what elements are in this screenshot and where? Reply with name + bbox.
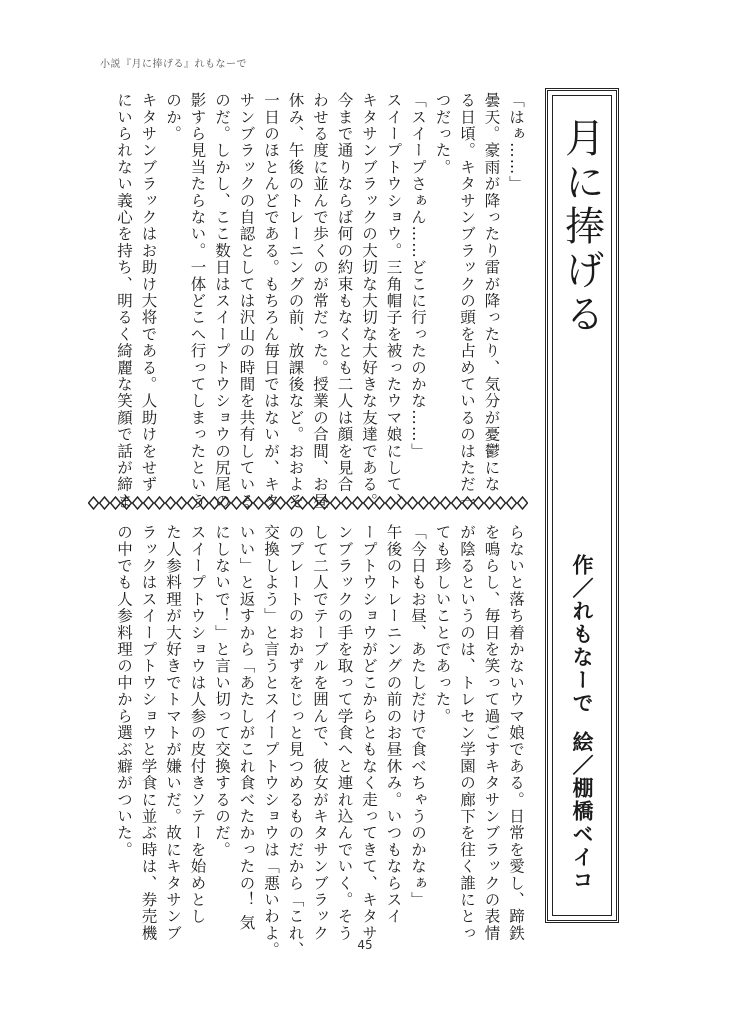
divider-diamond <box>276 497 286 509</box>
divider-diamond <box>353 497 363 509</box>
title-box <box>545 88 619 923</box>
divider-diamond <box>166 497 176 509</box>
body-line: 午後のトレーニングの前のお昼休み。いつもならスイ <box>384 524 403 925</box>
divider-diamond <box>133 497 143 509</box>
body-line: 影すら見当たらない。一体どこへ行ってしまったという <box>188 92 207 510</box>
body-line: キタサンブラックはお助け大将である。人助けをせず <box>139 92 158 493</box>
divider-diamond <box>507 497 517 509</box>
divider-diamond <box>155 497 165 509</box>
body-line: 「今日もお昼、あたしだけで食べちゃうのかなぁ」 <box>409 524 427 909</box>
author-credit: 作／れもなーで <box>570 554 594 715</box>
divider-diamond <box>199 497 209 509</box>
divider-diamond <box>298 497 308 509</box>
divider-diamond <box>122 497 132 509</box>
body-line: 曇天。豪雨が降ったり雷が降ったり、気分が憂鬱にな <box>482 92 501 493</box>
body-line: 一日のほとんどである。もちろん毎日ではないが、キタ <box>262 92 280 510</box>
body-line: ンブラックの手を取って学食へと連れ込んでいく。そう <box>335 524 354 942</box>
divider-diamond <box>452 497 462 509</box>
body-line: キタサンブラックの大切な大切な大好きな友達である。 <box>360 92 378 510</box>
divider-diamond <box>243 497 253 509</box>
running-head: 小説『月に捧げる』れもなーで <box>100 59 247 70</box>
divider-diamond <box>397 497 407 509</box>
divider-diamond <box>232 497 242 509</box>
body-line: ープトウショウがどこからともなく走ってきて、キタサ <box>360 524 378 942</box>
body-line: スイープトウショウは人参の皮付きソテーを始めとし <box>188 524 207 925</box>
body-line: 今まで通りならば何の約束もなくとも二人は顔を見合 <box>335 92 354 493</box>
body-line: 休み、午後のトレーニングの前、放課後など。おおよそ <box>286 92 305 510</box>
divider-diamond <box>474 497 484 509</box>
body-line: 交換しよう」と言うとスイープトウショウは「悪いわよ。 <box>262 524 280 959</box>
divider-diamond <box>287 497 297 509</box>
divider-diamond <box>441 497 451 509</box>
body-line: を鳴らし、毎日を笑って過ごすキタサンブラックの表情 <box>482 524 501 942</box>
body-line: にしないで！」と言い切って交換するのだ。 <box>213 524 231 858</box>
story-title: 月に捧げる <box>558 117 605 337</box>
body-line: スイープトウショウ。三角帽子を被ったウマ娘にして、 <box>384 92 403 510</box>
body-line: が陰るというのは、トレセン学園の廊下を往く誰にとっ <box>458 524 476 942</box>
body-line: のプレートのおかずをじっと見つめるものだから「これ、 <box>286 524 305 959</box>
divider-diamond <box>364 497 374 509</box>
divider-diamond <box>254 497 264 509</box>
divider-diamond <box>375 497 385 509</box>
body-line: の中でも人参料理の中から選ぶ癖がついた。 <box>115 524 133 858</box>
body-column-top <box>108 92 528 510</box>
divider-diamond <box>342 497 352 509</box>
divider-diamond <box>320 497 330 509</box>
body-line: ラックはスイープトウショウと学食に並ぶ時は、券売機 <box>139 524 158 942</box>
body-line: る日頃。キタサンブラックの頭を占めているのはただ一 <box>458 92 476 510</box>
divider-diamond <box>408 497 418 509</box>
divider-diamond <box>221 497 231 509</box>
divider-diamond <box>386 497 396 509</box>
body-line: サンブラックの自認としては沢山の時間を共有している <box>237 92 256 510</box>
body-line: いい」と返すから「あたしがこれ食べたかったの！ 気 <box>237 524 256 931</box>
credit-line <box>567 554 597 892</box>
divider-diamond <box>518 497 528 509</box>
body-line: のだ。しかし、ここ数日はスイープトウショウの尻尾の <box>213 92 231 510</box>
body-line: ても珍しいことであった。 <box>433 524 452 725</box>
body-line: のか。 <box>164 92 182 143</box>
divider-diamond <box>463 497 473 509</box>
divider-diamond <box>188 497 198 509</box>
body-line: らないと落ち着かないウマ娘である。日常を愛し、蹄鉄 <box>507 524 525 942</box>
divider-diamond <box>144 497 154 509</box>
body-line: た人参料理が大好きでトマトが嫌いだ。故にキタサンブ <box>164 524 182 942</box>
divider-diamond <box>89 497 99 509</box>
divider-diamond <box>496 497 506 509</box>
divider-diamond <box>309 497 319 509</box>
body-line: 「スイープさぁん……どこに行ったのかな……」 <box>409 92 427 460</box>
illustrator-credit: 絵／棚橋ベイコ <box>570 731 594 892</box>
divider-diamond <box>485 497 495 509</box>
divider-diamond <box>419 497 429 509</box>
body-line: わせる度に並んで歩くのが常だった。授業の合間、お昼 <box>311 92 329 510</box>
body-line: して二人でテーブルを囲んで、彼女がキタサンブラック <box>311 524 329 942</box>
divider-diamond <box>265 497 275 509</box>
body-line: にいられない義心を持ち、明るく綺麗な笑顔で話が締ま <box>115 92 133 510</box>
divider-diamond <box>210 497 220 509</box>
divider-diamond <box>177 497 187 509</box>
divider-diamond <box>100 497 110 509</box>
divider-diamond <box>111 497 121 509</box>
body-line: つだった。 <box>433 92 452 176</box>
diamond-divider <box>88 496 528 510</box>
divider-diamond <box>331 497 341 509</box>
body-line: 「はぁ……」 <box>507 92 525 193</box>
divider-diamond <box>430 497 440 509</box>
page-number: 45 <box>357 938 373 952</box>
